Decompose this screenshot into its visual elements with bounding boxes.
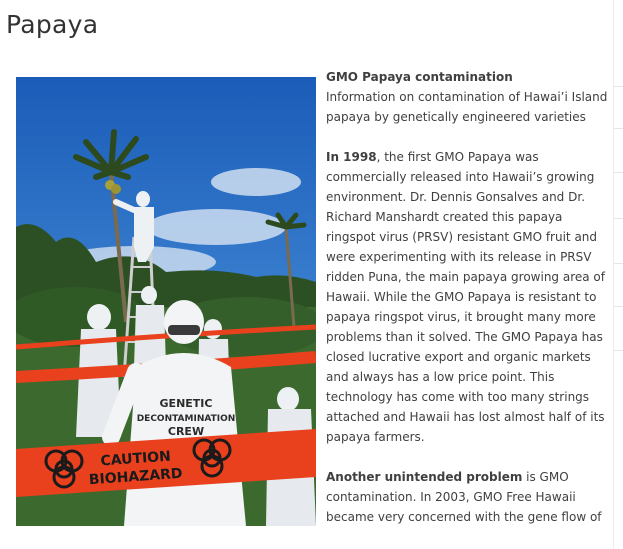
article-intro-text: Information on contamination of Hawai’i Island papaya by genetically engineered varieties [326,90,608,124]
paragraph-lead-in: Another unintended problem [326,470,523,484]
article-intro [326,67,608,127]
sign-text-2: DECONTAMINATION [136,414,236,424]
paragraph-text: is GMO contamination. In 2003, GMO Free Hawaii became very concerned with the gene flow of [326,470,602,524]
sign-text-3: CREW [167,425,205,438]
article-paragraph [326,467,608,527]
tape-text-1: CAUTION [100,448,172,470]
paragraph-lead-in: In 1998 [326,150,377,164]
article-body [326,67,608,547]
tape-text-2: BIOHAZARD [88,465,184,489]
paragraph-text: , the first GMO Papaya was commercially released into Hawaii’s growing environment. Dr. Dennis Gonsalves and Dr. Richard Manshardt created this papaya ringspot virus (PRSV) resistant GMO fruit and were experimenting with its release in PRSV ridden Puna, the main papaya growing area of Hawaii. While the GMO Papaya is resistant to papaya ringspot virus, it brought many more problems than it solved. The GMO Papaya has closed lucrative export and organic markets and always has a low price point. This technology has come with too many strings attached and Hawaii has lost almost half of its papaya farmers. [326,150,605,444]
sign-text-1: GENETIC [159,397,213,410]
sidebar-edge [613,0,623,549]
papaya-decontamination-photo [16,77,316,526]
article-paragraph [326,147,608,447]
page-title: Papaya [6,10,99,39]
article-heading: GMO Papaya contamination [326,70,513,84]
